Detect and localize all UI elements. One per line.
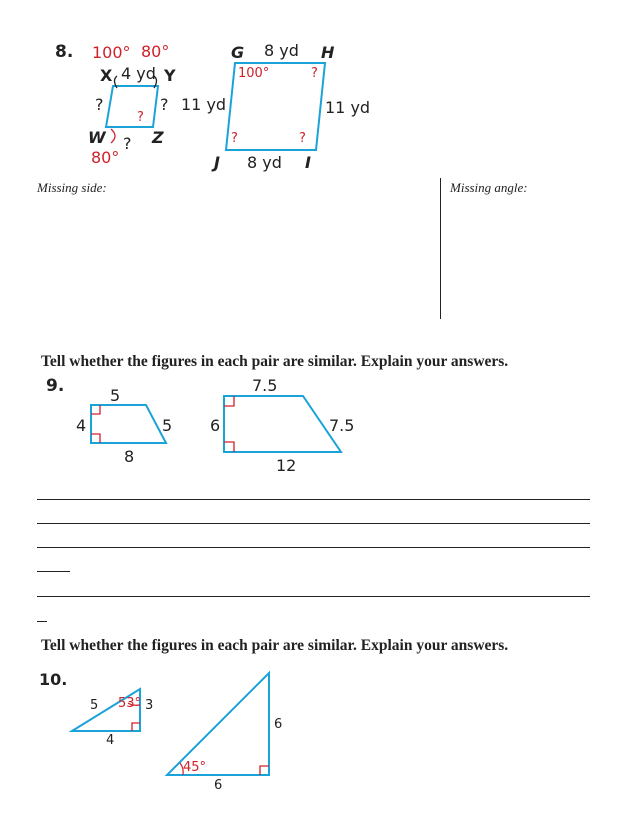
small-side-right-label: ? — [160, 95, 169, 114]
small-hyp-label: 5 — [90, 698, 99, 713]
small-base-label: 4 — [106, 733, 115, 748]
large-right-label: 7.5 — [329, 416, 355, 435]
angle-j-label: ? — [231, 131, 238, 146]
problem-10-number: 10. — [39, 670, 68, 689]
vertex-x-label: X — [100, 66, 113, 85]
large-top-label: 7.5 — [252, 376, 278, 395]
small-right-side-dim: 11 yd — [181, 95, 227, 114]
missing-side-label: Missing side: — [37, 180, 107, 195]
vertex-y-label: Y — [164, 66, 176, 85]
right-angle-mark-small — [132, 723, 140, 731]
large-vertical-label: 6 — [274, 717, 283, 732]
right-angle-mark-large — [260, 766, 269, 775]
vertex-i-label: I — [305, 153, 311, 172]
angle-i-label: ? — [299, 131, 306, 146]
vertex-h-label: H — [321, 43, 335, 62]
large-left-label: 6 — [210, 416, 221, 435]
vertex-g-label: G — [231, 43, 245, 62]
small-right-label: 5 — [162, 416, 173, 435]
angle-h-label: ? — [311, 66, 318, 81]
small-top-label: 5 — [110, 386, 121, 405]
angle-g-label: 100° — [238, 66, 270, 81]
missing-angle-label: Missing angle: — [450, 180, 528, 195]
small-side-top-label: 4 yd — [121, 64, 156, 83]
angle-y-label: 80° — [141, 42, 170, 61]
small-side-left-label: ? — [95, 95, 104, 114]
small-side-bottom-label: ? — [123, 134, 132, 153]
large-side-bottom-label: 8 yd — [247, 153, 282, 172]
large-side-top-label: 8 yd — [264, 41, 299, 60]
large-side-right-label: 11 yd — [325, 98, 371, 117]
instruction-1: Tell whether the figures in each pair are similar. Explain your answers. — [41, 353, 509, 370]
large-base-label: 6 — [214, 778, 223, 793]
vertex-z-label: Z — [152, 128, 164, 147]
angle-x-label: 100° — [92, 43, 131, 62]
large-bottom-label: 12 — [276, 456, 297, 475]
small-bottom-label: 8 — [124, 447, 135, 466]
small-vertical-label: 3 — [145, 698, 154, 713]
small-interior-angle-label: ? — [137, 110, 144, 125]
instruction-2: Tell whether the figures in each pair are similar. Explain your answers. — [41, 637, 509, 654]
problem-9-number: 9. — [46, 376, 65, 396]
vertex-w-label: W — [88, 128, 106, 147]
large-angle-label: 45° — [183, 760, 207, 775]
vertex-j-label: J — [214, 153, 220, 172]
small-angle-label: 53° — [118, 696, 142, 711]
angle-w-label: 80° — [91, 148, 120, 167]
problem-8-number: 8. — [55, 42, 74, 62]
small-left-label: 4 — [76, 416, 87, 435]
